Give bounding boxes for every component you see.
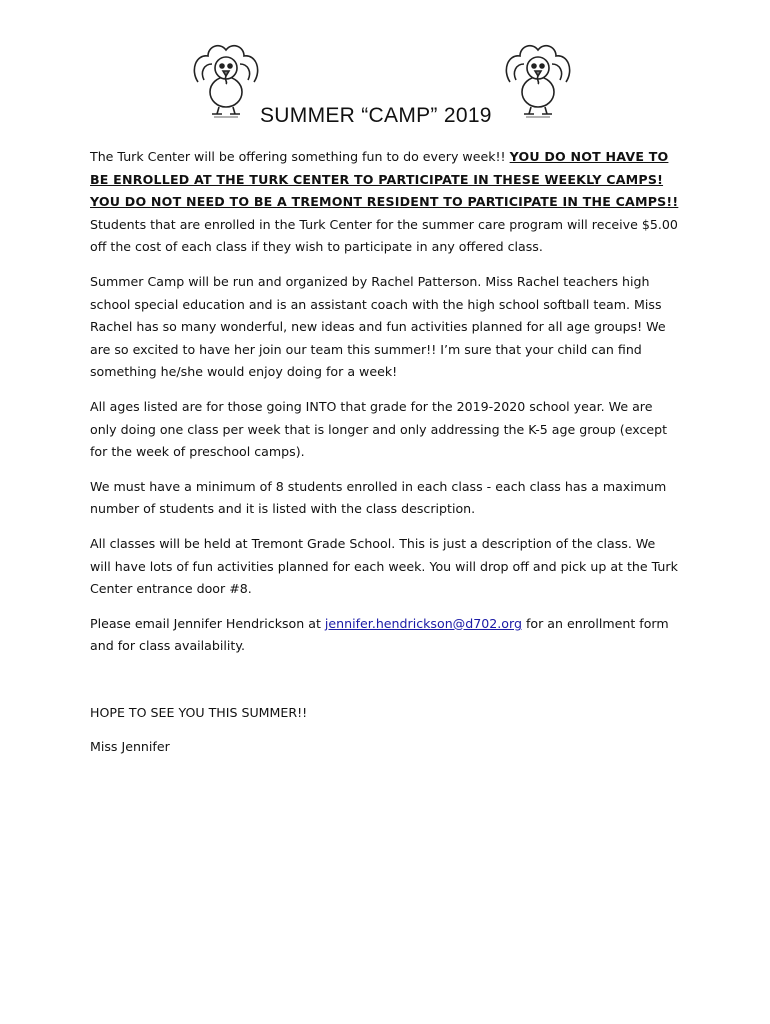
paragraph-enrollment-minimum: We must have a minimum of 8 students enrolled in each class - each class has a maximum number of students and it is listed with the class description.	[90, 478, 667, 517]
turkey-icon	[186, 40, 266, 120]
paragraph-contact	[90, 613, 680, 658]
contact-text: Please email Jennifer Hendrickson at	[90, 615, 325, 631]
paragraph-intro	[90, 146, 680, 259]
paragraph-organizer: Summer Camp will be run and organized by Rachel Patterson. Miss Rachel teachers high school special education and is an assistant coach with the high school softball team. Miss Rachel has so many wonderful, new ideas and fun activities planned for all age groups! We are so excited to have her join our team this summer!! I’m sure that your child can find something he/she would enjoy doing for a week!	[90, 273, 666, 380]
paragraph-location: All classes will be held at Tremont Grade School. This is just a description of the class. We will have lots of fun activities planned for each week. You will drop off and pick up at the Turk Center entrance door #8.	[90, 535, 678, 597]
page-title: SUMMER “CAMP” 2019	[260, 104, 492, 127]
paragraph-ages: All ages listed are for those going INTO that grade for the 2019-2020 school year. We are only doing one class per week that is longer and only addressing the K-5 age group (except for the week of preschool camps).	[90, 398, 668, 460]
emphasis-notice: YOU DO NOT HAVE TO BE ENROLLED AT THE TURK CENTER TO PARTICIPATE IN THESE WEEKLY CAMPS! YOU DO NOT NEED TO BE A TREMONT RESIDENT TO PARTICIPATE IN THE CAMPS!!	[90, 149, 679, 210]
closing-line: HOPE TO SEE YOU THIS SUMMER!!	[90, 704, 308, 720]
document-body	[90, 146, 680, 771]
contact-rest: for an enrollment form and for class availability.	[90, 615, 669, 654]
spacer	[90, 670, 680, 702]
turkey-icon	[498, 40, 578, 120]
email-link[interactable]: jennifer.hendrickson@d702.org	[324, 615, 522, 631]
intro-rest: Students that are enrolled in the Turk Center for the summer care program will receive $5.00 off the cost of each class if they wish to participate in any offered class.	[90, 216, 678, 255]
intro-text: The Turk Center will be offering something fun to do every week!!	[90, 149, 510, 164]
signature: Miss Jennifer	[90, 739, 170, 755]
